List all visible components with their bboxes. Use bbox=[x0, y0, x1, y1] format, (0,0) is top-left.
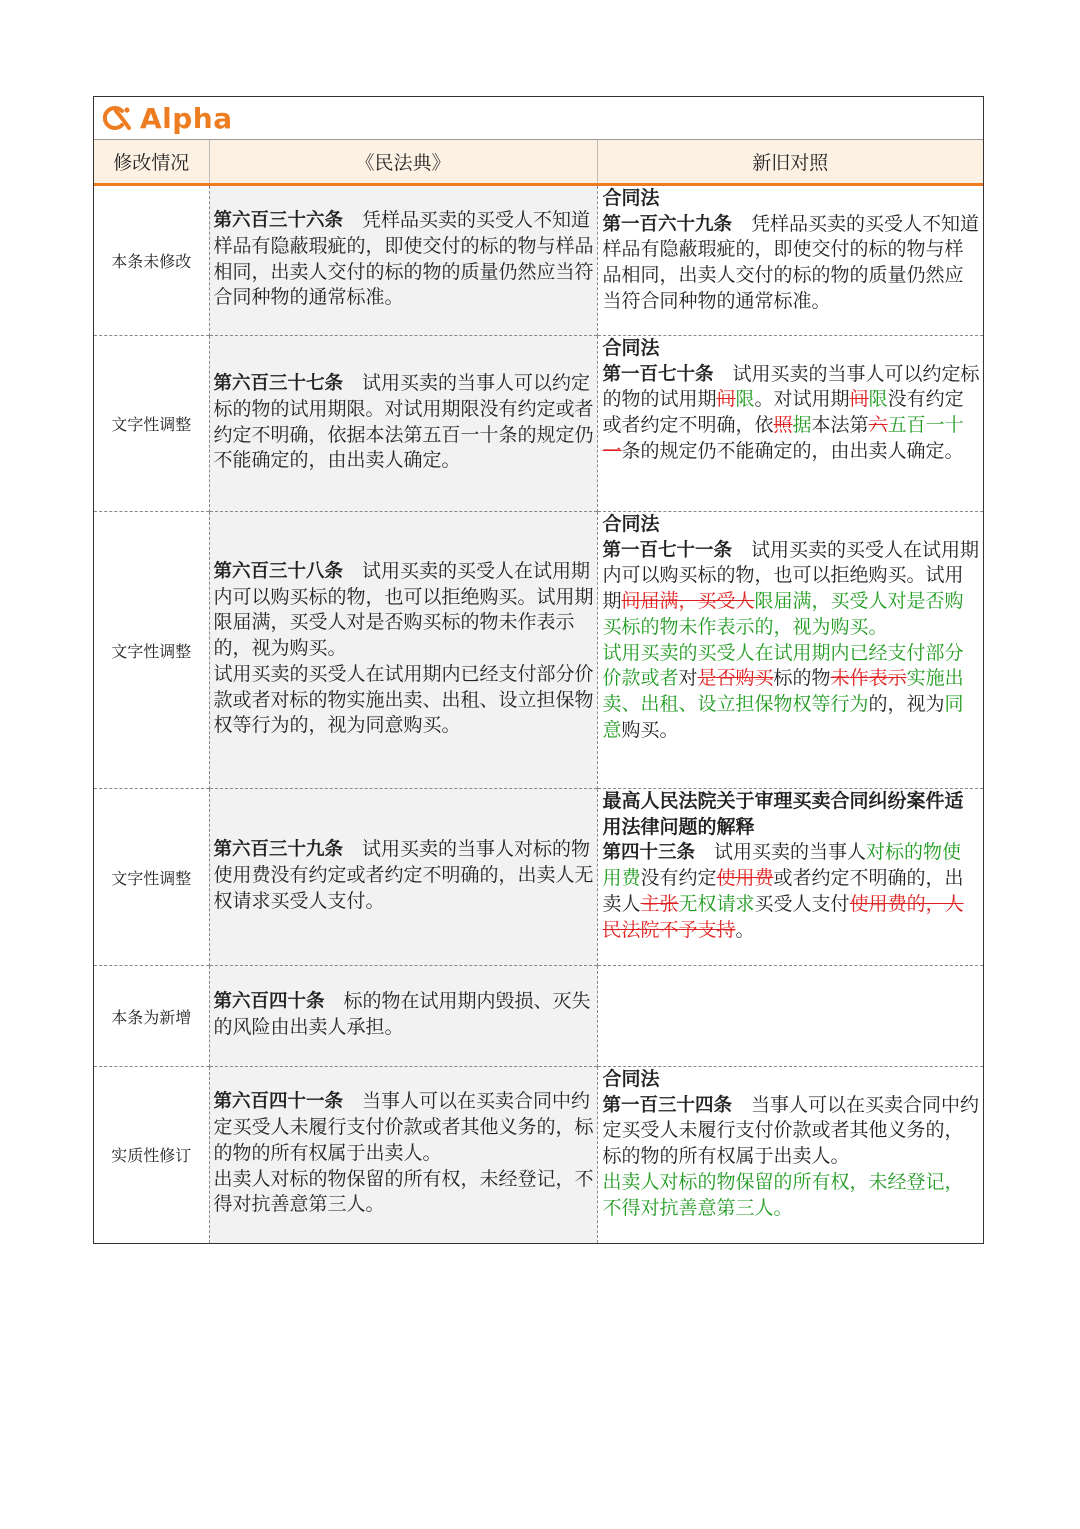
deleted-text: 一 bbox=[602, 439, 622, 462]
article-text: 试用买卖的买受人在试用期内已经支付部分价款或者对标的物实施出卖、出租、设立担保物权等行为的，视为同意购买。 bbox=[213, 662, 594, 737]
article-number: 第六百三十八条 bbox=[213, 561, 344, 583]
unchanged-text: 或者约定不明确的，出卖人 bbox=[602, 867, 964, 915]
alpha-logo-icon bbox=[100, 103, 132, 133]
civil-code-cell bbox=[209, 336, 597, 512]
added-text: 实施出卖、出租、设立担保物权等行为 bbox=[602, 667, 964, 715]
civil-paragraph bbox=[214, 1089, 594, 1166]
civil-code-cell bbox=[209, 512, 597, 789]
old-law-cell bbox=[597, 512, 983, 789]
unchanged-text: 对 bbox=[678, 667, 698, 690]
old-law-source: 合同法 bbox=[602, 1068, 660, 1090]
old-law-paragraph bbox=[603, 641, 981, 744]
deleted-text: 使用费 bbox=[716, 867, 774, 890]
old-law-paragraph bbox=[603, 362, 981, 465]
article-number: 第六百四十条 bbox=[213, 991, 325, 1013]
added-text: 限 bbox=[868, 388, 888, 411]
civil-paragraph bbox=[214, 371, 594, 474]
civil-code-cell bbox=[209, 185, 597, 336]
article-number: 第一百六十九条 bbox=[602, 213, 733, 235]
deleted-text: 六 bbox=[868, 414, 888, 437]
unchanged-text: 标的物 bbox=[773, 667, 831, 690]
deleted-text: 主张 bbox=[640, 892, 679, 915]
deleted-text: 间 bbox=[849, 388, 869, 411]
header-civil-code: 《民法典》 bbox=[209, 140, 597, 185]
row-status: 本条为新增 bbox=[94, 966, 209, 1067]
brand-bar bbox=[94, 97, 983, 140]
unchanged-text: 本法第 bbox=[811, 414, 869, 437]
article-number: 第六百四十一条 bbox=[213, 1091, 344, 1113]
old-law-cell bbox=[597, 966, 983, 1067]
old-law-paragraph bbox=[603, 840, 981, 943]
deleted-text: 使用费的，人民法院不予支持 bbox=[602, 892, 964, 941]
old-law-cell bbox=[597, 185, 983, 336]
table-row bbox=[94, 185, 983, 336]
civil-paragraph bbox=[214, 208, 594, 311]
unchanged-text: 。 bbox=[735, 918, 755, 941]
table-row bbox=[94, 512, 983, 789]
added-text: 限届满，买受人对是否购买标的物未作表示的，视为购买。 bbox=[602, 590, 964, 638]
civil-code-cell bbox=[209, 966, 597, 1067]
row-status: 实质性修订 bbox=[94, 1067, 209, 1243]
civil-paragraph bbox=[214, 989, 594, 1040]
civil-paragraph bbox=[214, 662, 594, 739]
article-number: 第六百三十六条 bbox=[213, 210, 344, 232]
article-number: 第四十三条 bbox=[602, 842, 696, 864]
row-status: 文字性调整 bbox=[94, 336, 209, 512]
table-row bbox=[94, 336, 983, 512]
civil-paragraph bbox=[214, 559, 594, 662]
old-law-paragraph bbox=[603, 212, 981, 315]
unchanged-text: 当事人可以在买卖合同中约定买受人未履行支付价款或者其他义务的，标的物的所有权属于出卖人。 bbox=[602, 1093, 980, 1168]
header-old-new-compare: 新旧对照 bbox=[597, 140, 983, 185]
unchanged-text: 的，视为 bbox=[868, 692, 945, 715]
article-text: 试用买卖的买受人在试用期内可以购买标的物，也可以拒绝购买。试用期限届满，买受人对是否购买标的物未作表示的，视为购买。 bbox=[213, 560, 594, 660]
civil-paragraph bbox=[214, 1167, 594, 1218]
unchanged-text: 条的规定仍不能确定的，由出卖人确定。 bbox=[621, 439, 964, 462]
civil-paragraph bbox=[214, 837, 594, 914]
comparison-table bbox=[94, 140, 983, 1243]
table-row bbox=[94, 966, 983, 1067]
old-law-source: 合同法 bbox=[602, 187, 660, 209]
table-header-row bbox=[94, 140, 983, 185]
deleted-text: 未作表示 bbox=[830, 667, 907, 690]
brand-name: Alpha bbox=[140, 101, 233, 135]
added-text: 对标的物使用费 bbox=[602, 841, 962, 890]
article-number: 第一百七十条 bbox=[602, 363, 714, 385]
added-text: 试用买卖的买受人在试用期内已经支付部分价款或者 bbox=[602, 641, 964, 690]
article-number: 第一百三十四条 bbox=[602, 1094, 733, 1116]
added-text: 限 bbox=[735, 388, 755, 411]
article-text: 出卖人对标的物保留的所有权，未经登记，不得对抗善意第三人。 bbox=[213, 1167, 594, 1216]
added-text: 同意 bbox=[602, 692, 964, 741]
old-law-paragraph bbox=[603, 538, 981, 641]
old-law-cell bbox=[597, 336, 983, 512]
row-status: 文字性调整 bbox=[94, 789, 209, 966]
deleted-text: 间 bbox=[716, 388, 736, 411]
added-text: 出卖人对标的物保留的所有权，未经登记，不得对抗善意第三人。 bbox=[602, 1170, 964, 1219]
unchanged-text: 。对试用期 bbox=[754, 388, 850, 411]
article-number: 第六百三十七条 bbox=[213, 373, 344, 395]
old-law-cell bbox=[597, 789, 983, 966]
unchanged-text: 试用买卖的买受人在试用期内可以购买标的物，也可以拒绝购买。试用期 bbox=[602, 538, 980, 613]
deleted-text: 是否购买 bbox=[697, 667, 774, 690]
added-text: 据 bbox=[792, 414, 812, 437]
article-text: 试用买卖的当事人可以约定标的物的试用期限。对试用期限没有约定或者约定不明确，依据本法第五百一十条的规定仍不能确定的，由出卖人确定。 bbox=[213, 372, 594, 472]
unchanged-text: 没有约定或者约定不明确，依 bbox=[602, 388, 964, 437]
table-row bbox=[94, 789, 983, 966]
article-number: 第一百七十一条 bbox=[602, 539, 733, 561]
civil-code-cell bbox=[209, 789, 597, 966]
old-law-source: 合同法 bbox=[602, 513, 660, 535]
unchanged-text: 没有约定 bbox=[640, 867, 717, 890]
civil-code-cell bbox=[209, 1067, 597, 1243]
comparison-document bbox=[93, 96, 984, 1244]
article-text: 试用买卖的当事人对标的物使用费没有约定或者约定不明确的，出卖人无权请求买受人支付。 bbox=[213, 838, 594, 912]
old-law-source: 最高人民法院关于审理买卖合同纠纷案件适用法律问题的解释 bbox=[602, 790, 964, 838]
header-status: 修改情况 bbox=[94, 140, 209, 185]
table-row bbox=[94, 1067, 983, 1243]
article-text: 标的物在试用期内毁损、灭失的风险由出卖人承担。 bbox=[213, 990, 591, 1038]
old-law-source: 合同法 bbox=[602, 337, 660, 359]
old-law-paragraph bbox=[603, 1170, 981, 1221]
unchanged-text: 购买。 bbox=[621, 718, 679, 741]
old-law-paragraph bbox=[603, 1093, 981, 1170]
added-text: 无权请求 bbox=[678, 892, 755, 915]
row-status: 文字性调整 bbox=[94, 512, 209, 789]
row-status: 本条未修改 bbox=[111, 252, 192, 271]
unchanged-text: 凭样品买卖的买受人不知道样品有隐蔽瑕疵的，即使交付的标的物与样品相同，出卖人交付的标的物的质量仍然应当符合同种物的通常标准。 bbox=[602, 212, 980, 312]
article-number: 第六百三十九条 bbox=[213, 839, 344, 861]
deleted-text: 照 bbox=[773, 414, 793, 437]
article-text: 当事人可以在买卖合同中约定买受人未履行支付价款或者其他义务的，标的物的所有权属于出卖人。 bbox=[213, 1090, 594, 1164]
deleted-text: 间届满，买受人 bbox=[621, 590, 755, 613]
unchanged-text: 试用买卖的当事人 bbox=[695, 841, 867, 864]
article-text: 凭样品买卖的买受人不知道样品有隐蔽瑕疵的，即使交付的标的物与样品相同，出卖人交付的标的物的质量仍然应当符合同种物的通常标准。 bbox=[213, 209, 594, 309]
old-law-cell bbox=[597, 1067, 983, 1243]
unchanged-text: 买受人支付 bbox=[754, 892, 850, 915]
added-text: 五百一十 bbox=[887, 414, 964, 437]
unchanged-text: 试用买卖的当事人可以约定标的物的试用期 bbox=[602, 362, 980, 411]
